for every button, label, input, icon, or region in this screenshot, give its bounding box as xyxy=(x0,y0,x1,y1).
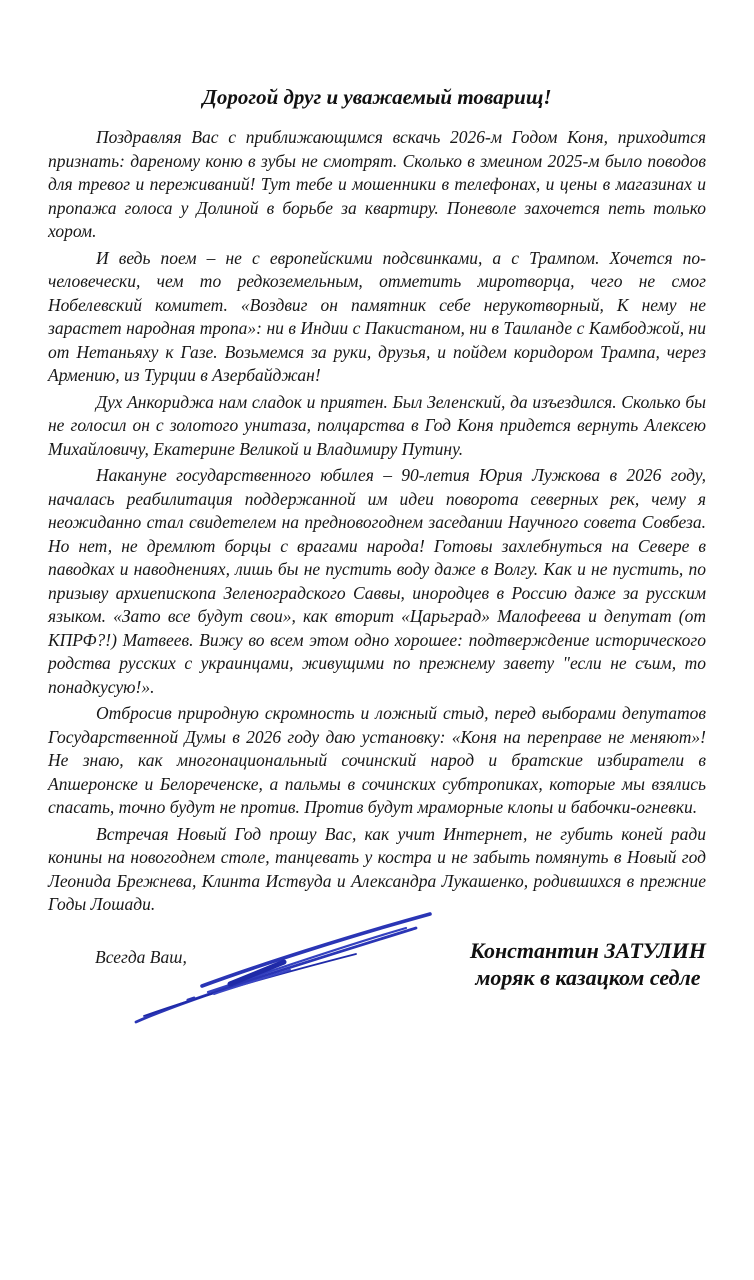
signer-identity xyxy=(470,937,706,991)
closing-salutation: Всегда Ваш, xyxy=(95,946,187,967)
letter-body xyxy=(48,84,706,1067)
signature-block xyxy=(48,937,706,1067)
letter-paragraph-5: Отбросив природную скромность и ложный стыд, перед выборами депутатов Государственной Думы в 2026 году даю установку: «Коня на переправе не меняют»! Не знаю, как многонациональный сочинский народ и братские избиратели в Апшеронске и Белореченске, а пальмы в сочинских субтропиках, которые мы взялись спасать, точно будут не против. Против будут мраморные клопы и бабочки-огневки. xyxy=(48,703,706,817)
letter-paragraph-2: И ведь поем – не с европейскими подсвинками, а с Трампом. Хочется по-человечески, чем то редкоземельным, отметить миротворца, чего не смог Нобелевский комитет. «Воздвиг он памятник себе нерукотворный, К нему не зарастет народная тропа»: ни в Индии с Пакистаном, ни в Таиланде с Камбоджой, ни от Нетаньяху к Газе. Возьмемся за руки, друзья, и пойдем коридором Трампа, через Армению, из Турции в Азербайджан! xyxy=(48,247,706,385)
signer-tagline: моряк в казацком седле xyxy=(475,964,701,990)
letter-paragraph-3: Дух Анкориджа нам сладок и приятен. Был Зеленский, да изъездился. Сколько бы не голосил он с золотого унитаза, полцарства в Год Коня придется вернуть Алексею Михайловичу, Екатерине Великой и Владимиру Путину. xyxy=(48,391,706,459)
letter-paragraph-6: Встречая Новый Год прошу Вас, как учит Интернет, не губить коней ради конины на новогоднем столе, танцевать у костра и не забыть помянуть в Новый год Леонида Брежнева, Клинта Иствуда и Александра Лукашенко, родившихся в прежние Годы Лошади. xyxy=(48,823,706,914)
letter-paragraph-4: Накануне государственного юбилея – 90-летия Юрия Лужкова в 2026 году, началась реабилитация поддержанной им идеи поворота северных рек, чему я неожиданно стал свидетелем на предновогоднем заседании Научного совета Совбеза. Но нет, не дремлют борцы с врагами народа! Готовы захлебнуться на Севере в паводках и наводнениях, лишь бы не пустить воду даже в Волгу. Как и не пустить, по призыву архиепископа Зеленоградского Саввы, инородцев в Россию даже за русским языком. «Зато все будут свои», как вторит «Царьград» Малофеева и депутат (от КПРФ?!) Матвеев. Вижу во всем этом одно хорошее: подтверждение исторического родства русских с украинцами, живущими по прежнему завету "если не съим, то понадкусую!». xyxy=(48,465,706,697)
letter-title: Дорогой друг и уважаемый товарищ! xyxy=(202,85,552,109)
letter-paragraph-1: Поздравляя Вас с приближающимся вскачь 2026-м Годом Коня, приходится признать: дареному коню в зубы не смотрят. Сколько в змеином 2025-м было поводов для тревог и переживаний! Тут тебе и мошенники в телефонах, и цены в магазинах и пропажа голоса у Долиной в борьбе за квартиру. Поневоле захочется петь только хором. xyxy=(48,127,706,241)
signer-name: Константин ЗАТУЛИН xyxy=(469,937,706,963)
